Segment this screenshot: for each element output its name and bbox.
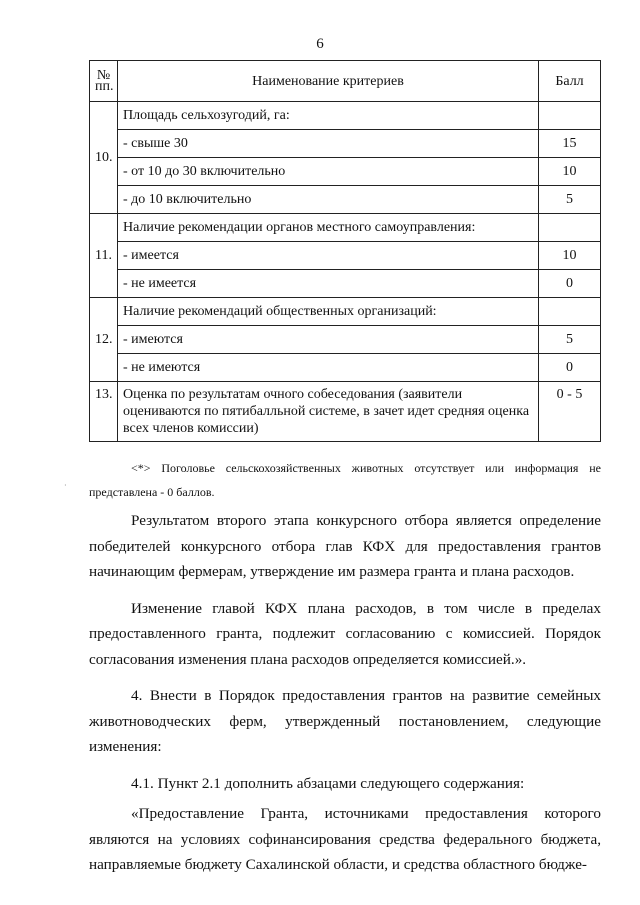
table-row	[90, 242, 601, 270]
header-points: Балл	[539, 61, 601, 102]
criterion-points: 0 - 5	[539, 382, 601, 442]
criteria-table	[89, 60, 601, 442]
paragraph: 4.1. Пункт 2.1 дополнить абзацами следующего содержания:	[131, 774, 525, 792]
criterion-points	[539, 102, 601, 130]
criterion-title: Наличие рекомендаций общественных организаций:	[118, 298, 539, 326]
paragraph: «Предоставление Гранта, источниками предоставления которого являются на условиях софинансирования средства федерального бюджета, направляемые бюджету Сахалинской области, и средства областного бюдже-	[89, 805, 601, 873]
criterion-option: - до 10 включительно	[118, 186, 539, 214]
table-row	[90, 354, 601, 382]
table-row	[90, 382, 601, 442]
edge-mark: ·	[64, 481, 67, 490]
table-row	[90, 270, 601, 298]
option-points: 10	[539, 158, 601, 186]
table-row	[90, 186, 601, 214]
row-num: 11.	[90, 214, 118, 298]
option-points: 15	[539, 130, 601, 158]
option-points: 5	[539, 326, 601, 354]
criterion-option: - не имеется	[118, 270, 539, 298]
row-num: 12.	[90, 298, 118, 382]
table-row	[90, 102, 601, 130]
criterion-option: - имеются	[118, 326, 539, 354]
table-row	[90, 130, 601, 158]
table-row	[90, 298, 601, 326]
criterion-title: Наличие рекомендации органов местного самоуправления:	[118, 214, 539, 242]
criterion-points	[539, 214, 601, 242]
footnote: <*> Поголовье сельскохозяйственных животных отсутствует или информация не представлена - 0 баллов.	[89, 461, 601, 499]
row-num: 13.	[90, 382, 118, 442]
option-points: 0	[539, 354, 601, 382]
criterion-points	[539, 298, 601, 326]
header-num: № пп.	[90, 61, 118, 102]
header-name: Наименование критериев	[118, 61, 539, 102]
option-points: 0	[539, 270, 601, 298]
option-points: 5	[539, 186, 601, 214]
table-row	[90, 326, 601, 354]
criterion-option: - не имеются	[118, 354, 539, 382]
option-points: 10	[539, 242, 601, 270]
table-row	[90, 214, 601, 242]
table-header-row	[90, 61, 601, 102]
body-text	[89, 508, 601, 889]
criterion-option: - от 10 до 30 включительно	[118, 158, 539, 186]
table-row	[90, 158, 601, 186]
paragraph: Изменение главой КФХ плана расходов, в том числе в пределах предоставленного гранта, подлежит согласованию с комиссией. Порядок согласования изменения плана расходов определяется комиссией.».	[89, 599, 601, 668]
row-num: 10.	[90, 102, 118, 214]
criterion-title: Площадь сельхозугодий, га:	[118, 102, 539, 130]
paragraph: 4. Внести в Порядок предоставления грантов на развитие семейных животноводческих ферм, утвержденный постановлением, следующие изменения:	[89, 687, 601, 755]
page-number: 6	[316, 36, 324, 52]
criterion-option: - свыше 30	[118, 130, 539, 158]
paragraph: Результатом второго этапа конкурсного отбора является определение победителей конкурсного отбора глав КФХ для предоставления грантов начинающим фермерам, утверждение им размера гранта и плана расходов.	[89, 512, 601, 580]
criterion-title: Оценка по результатам очного собеседования (заявители оцениваются по пятибалльной системе, в зачет идет средняя оценка всех членов комиссии)	[118, 382, 539, 442]
criterion-option: - имеется	[118, 242, 539, 270]
